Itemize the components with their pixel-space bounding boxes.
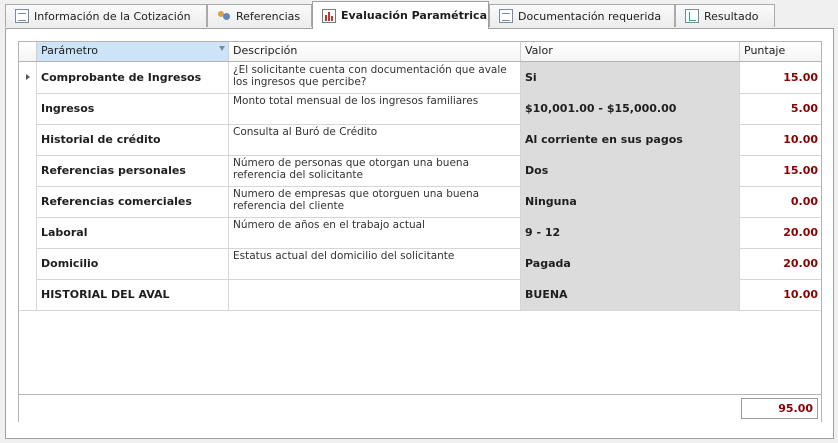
cell-descripcion[interactable]: Número de años en el trabajo actual — [229, 217, 521, 248]
evaluation-grid — [18, 41, 822, 422]
tab-documentacion-requerida[interactable] — [489, 4, 675, 27]
cell-puntaje[interactable]: 5.00 — [790, 102, 818, 115]
cell-parametro[interactable]: HISTORIAL DEL AVAL — [37, 279, 229, 310]
grid-header — [19, 42, 821, 62]
cell-puntaje[interactable]: 15.00 — [783, 164, 818, 177]
cell-descripcion[interactable] — [229, 279, 521, 310]
cell-valor[interactable]: Pagada — [521, 248, 740, 279]
cell-parametro[interactable]: Referencias personales — [37, 155, 229, 186]
cell-parametro[interactable]: Referencias comerciales — [37, 186, 229, 217]
document-icon — [15, 9, 29, 23]
row-indicator[interactable] — [19, 186, 37, 217]
tab-label: Referencias — [236, 9, 301, 23]
grid-footer — [19, 394, 821, 422]
table-row[interactable] — [19, 93, 821, 125]
cell-puntaje[interactable]: 15.00 — [783, 71, 818, 84]
table-row[interactable] — [19, 62, 821, 94]
table-row[interactable] — [19, 155, 821, 187]
cell-descripcion[interactable]: ¿El solicitante cuenta con documentación que avale los ingresos que percibe? — [229, 62, 521, 93]
cell-descripcion[interactable]: Monto total mensual de los ingresos familiares — [229, 93, 521, 124]
cell-parametro[interactable]: Domicilio — [37, 248, 229, 279]
tab-resultado[interactable] — [675, 4, 775, 27]
row-indicator[interactable] — [19, 62, 37, 93]
row-indicator-header — [19, 42, 37, 61]
column-header-puntaje[interactable]: Puntaje — [744, 44, 786, 57]
cell-puntaje[interactable]: 10.00 — [783, 133, 818, 146]
evaluation-panel — [5, 28, 834, 439]
cell-descripcion[interactable]: Número de personas que otorgan una buena referencia del solicitante — [229, 155, 521, 186]
tab-label: Información de la Cotización — [34, 9, 191, 23]
row-indicator[interactable] — [19, 217, 37, 248]
cell-valor[interactable]: $10,001.00 - $15,000.00 — [521, 93, 740, 124]
column-header-descripcion[interactable]: Descripción — [229, 42, 521, 61]
chart-icon — [322, 9, 336, 23]
table-row[interactable] — [19, 124, 821, 156]
filter-icon[interactable] — [219, 46, 225, 51]
cell-parametro[interactable]: Historial de crédito — [37, 124, 229, 155]
table-row[interactable] — [19, 248, 821, 280]
tab-label: Evaluación Paramétrica — [341, 9, 487, 22]
row-indicator[interactable] — [19, 124, 37, 155]
cell-valor[interactable]: Dos — [521, 155, 740, 186]
cell-puntaje[interactable]: 20.00 — [783, 226, 818, 239]
tab-label: Resultado — [704, 9, 759, 23]
row-indicator[interactable] — [19, 155, 37, 186]
cell-puntaje[interactable]: 10.00 — [783, 288, 818, 301]
column-header-valor[interactable]: Valor — [521, 42, 740, 61]
column-header-parametro[interactable]: Parámetro — [37, 42, 229, 61]
current-row-arrow-icon — [26, 74, 30, 80]
cell-puntaje[interactable]: 0.00 — [790, 195, 818, 208]
cell-parametro[interactable]: Comprobante de Ingresos — [37, 62, 229, 93]
tab-strip — [0, 0, 838, 28]
result-icon — [685, 9, 699, 23]
total-score: 95.00 — [741, 398, 818, 419]
cell-puntaje[interactable]: 20.00 — [783, 257, 818, 270]
cell-valor[interactable]: Si — [521, 62, 740, 93]
row-indicator[interactable] — [19, 248, 37, 279]
cell-valor[interactable]: 9 - 12 — [521, 217, 740, 248]
table-row[interactable] — [19, 217, 821, 249]
table-row[interactable] — [19, 279, 821, 311]
cell-valor[interactable]: Ninguna — [521, 186, 740, 217]
table-row[interactable] — [19, 186, 821, 218]
tab-label: Documentación requerida — [518, 9, 662, 23]
cell-parametro[interactable]: Ingresos — [37, 93, 229, 124]
cell-valor[interactable]: Al corriente en sus pagos — [521, 124, 740, 155]
people-icon — [217, 9, 231, 23]
cell-valor[interactable]: BUENA — [521, 279, 740, 310]
cell-descripcion[interactable]: Numero de empresas que otorguen una buena referencia del cliente — [229, 186, 521, 217]
document-icon — [499, 9, 513, 23]
tab-informacion-cotizacion[interactable] — [5, 4, 207, 27]
row-indicator[interactable] — [19, 93, 37, 124]
row-indicator[interactable] — [19, 279, 37, 310]
tab-referencias[interactable] — [207, 4, 312, 27]
cell-descripcion[interactable]: Estatus actual del domicilio del solicitante — [229, 248, 521, 279]
cell-parametro[interactable]: Laboral — [37, 217, 229, 248]
cell-descripcion[interactable]: Consulta al Buró de Crédito — [229, 124, 521, 155]
tab-evaluacion-parametrica[interactable] — [312, 1, 489, 29]
